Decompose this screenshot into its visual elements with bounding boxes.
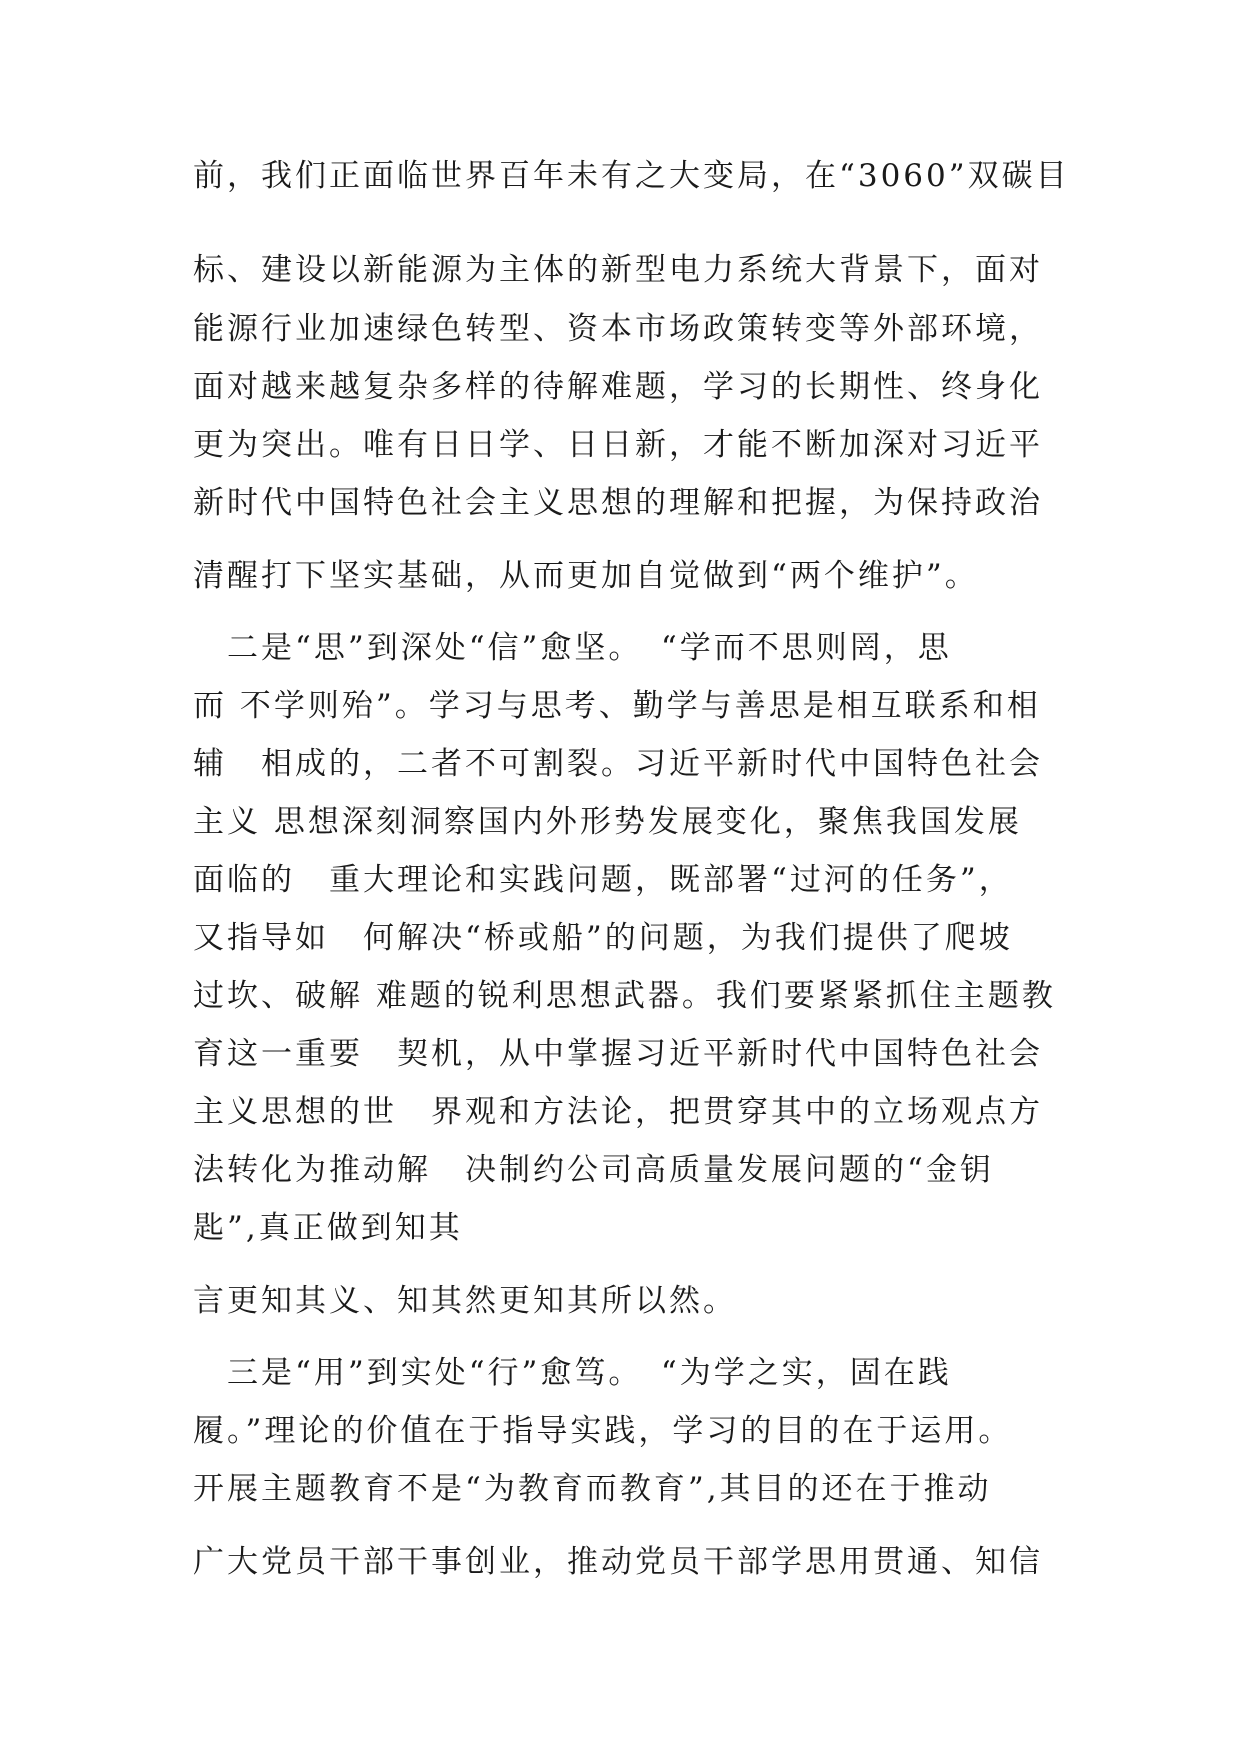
paragraph-start-line: 二是“思”到深处“信”愈坚。 “学而不思则罔，思 bbox=[193, 630, 952, 666]
text-line: 过坎、破解 难题的锐利思想武器。我们要紧紧抓住主题教 bbox=[193, 978, 1056, 1014]
text-line: 清醒打下坚实基础，从而更加自觉做到“两个维护”。 bbox=[193, 558, 979, 594]
text-line: 育这一重要 契机，从中掌握习近平新时代中国特色社会 bbox=[193, 1036, 1043, 1072]
text-line: 更为突出。唯有日日学、日日新，才能不断加深对习近平 bbox=[193, 427, 1043, 463]
text-line: 辅 相成的，二者不可割裂。习近平新时代中国特色社会 bbox=[193, 746, 1043, 782]
text-line: 言更知其义、知其然更知其所以然。 bbox=[193, 1283, 737, 1319]
text-line: 法转化为推动解 决制约公司高质量发展问题的“金钥 bbox=[193, 1152, 994, 1188]
text-line: 标、建设以新能源为主体的新型电力系统大背景下，面对 bbox=[193, 252, 1043, 288]
text-line: 能源行业加速绿色转型、资本市场政策转变等外部环境， bbox=[193, 311, 1043, 347]
text-line: 又指导如 何解决“桥或船”的问题，为我们提供了爬坡 bbox=[193, 920, 1013, 956]
text-line: 开展主题教育不是“为教育而教育”,其目的还在于推动 bbox=[193, 1471, 992, 1507]
text-line: 广大党员干部干事创业，推动党员干部学思用贯通、知信 bbox=[193, 1544, 1043, 1580]
text-line: 而 不学则殆”。学习与思考、勤学与善思是相互联系和相 bbox=[193, 688, 1041, 724]
text-line: 履。”理论的价值在于指导实践，学习的目的在于运用。 bbox=[193, 1413, 1013, 1449]
text-line: 主义 思想深刻洞察国内外形势发展变化，聚焦我国发展 bbox=[193, 804, 1022, 840]
text-line: 主义思想的世 界观和方法论，把贯穿其中的立场观点方 bbox=[193, 1094, 1043, 1130]
text-line: 新时代中国特色社会主义思想的理解和把握，为保持政治 bbox=[193, 485, 1043, 521]
text-line: 面临的 重大理论和实践问题，既部署“过河的任务”， bbox=[193, 862, 1013, 898]
text-line: 匙”,真正做到知其 bbox=[193, 1210, 463, 1246]
paragraph-start-line: 三是“用”到实处“行”愈笃。 “为学之实，固在践 bbox=[193, 1355, 952, 1391]
text-line: 前，我们正面临世界百年未有之大变局，在“3060”双碳目 bbox=[193, 158, 1070, 194]
text-line: 面对越来越复杂多样的待解难题，学习的长期性、终身化 bbox=[193, 369, 1043, 405]
